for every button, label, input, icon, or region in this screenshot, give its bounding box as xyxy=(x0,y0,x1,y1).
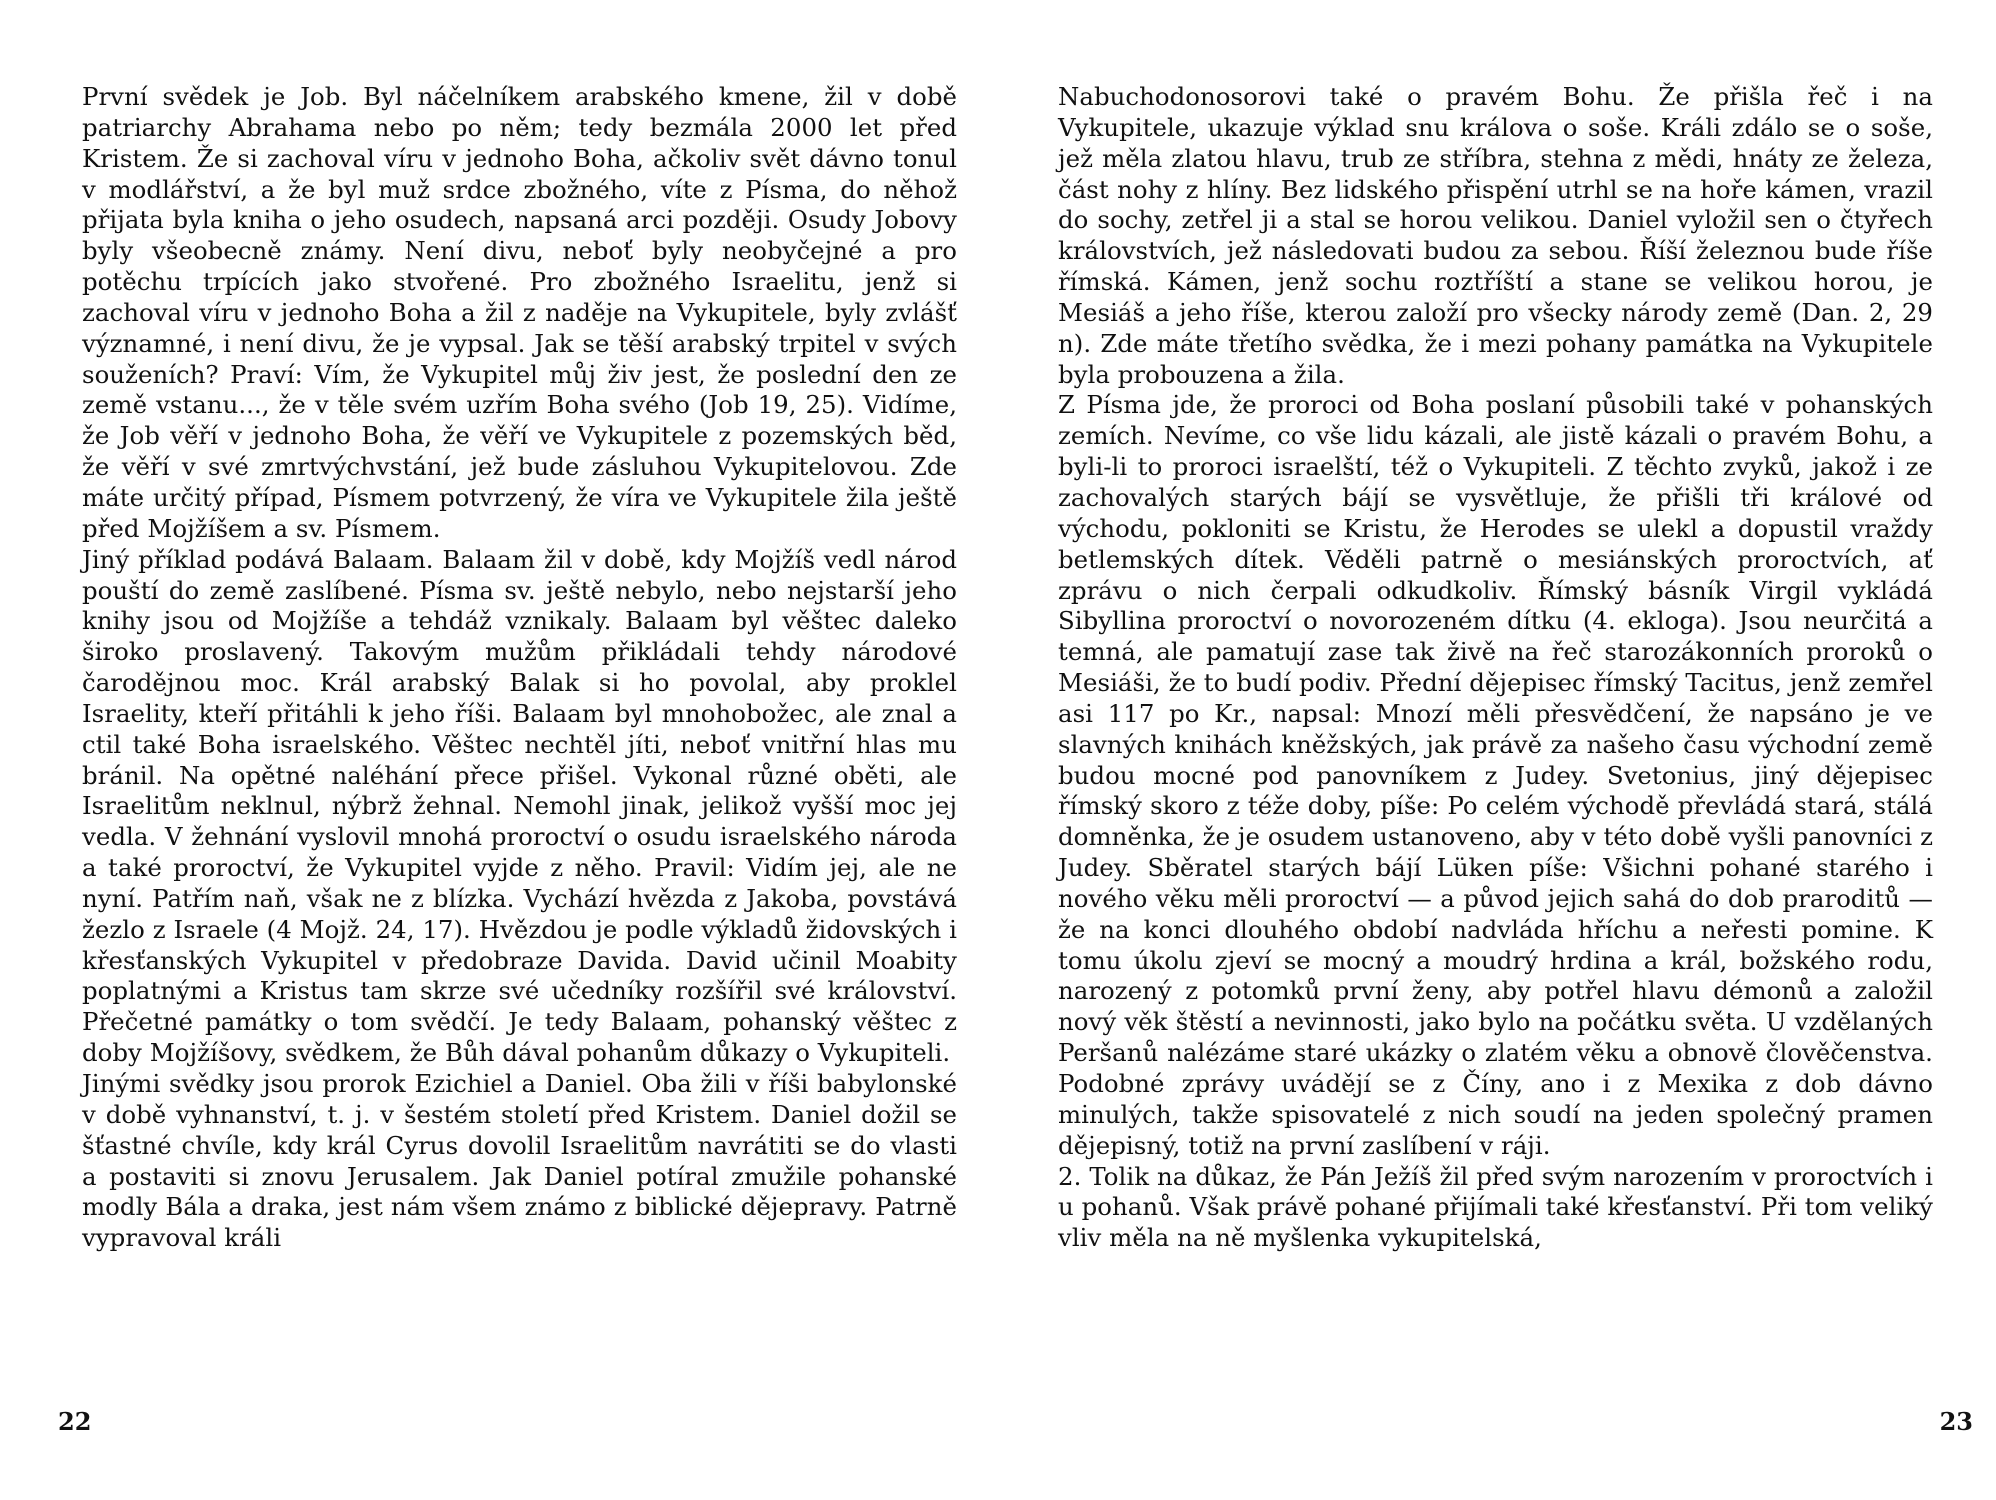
paragraph: Jinými svědky jsou prorok Ezichiel a Daniel. Oba žili v říši babylonské v době vyhnanství, t. j. v šestém století před Kristem. Daniel dožil se šťastné chvíle, kdy král Cyrus dovolil Israelitům navrátiti se do vlasti a postaviti si znovu Jerusalem. Jak Daniel potíral zmužile pohanské modly Bála a draka, jest nám všem známo z biblické dějepravy. Patrně vypravoval králi xyxy=(82,1069,957,1253)
page-number: 22 xyxy=(58,1407,92,1436)
right-page-text xyxy=(1058,82,1933,1254)
page-number: 23 xyxy=(1939,1407,1973,1436)
paragraph: Jiný příklad podává Balaam. Balaam žil v době, kdy Mojžíš vedl národ pouští do země zaslíbené. Písma sv. ještě nebylo, nebo nejstarší jeho knihy jsou od Mojžíše a tehdáž vznikaly. Balaam byl věštec daleko široko proslavený. Takovým mužům přikládali tehdy národové čarodějnou moc. Král arabský Balak si ho povolal, aby proklel Israelity, kteří přitáhli k jeho říši. Balaam byl mnohobožec, ale znal a ctil také Boha israelského. Věštec nechtěl jíti, neboť vnitřní hlas mu bránil. Na opětné naléhání přece přišel. Vykonal různé oběti, ale Israelitům neklnul, nýbrž žehnal. Nemohl jinak, jelikož vyšší moc jej vedla. V žehnání vyslovil mnohá proroctví o osudu israelského národa a také proroctví, že Vykupitel vyjde z něho. Pravil: Vidím jej, ale ne nyní. Patřím naň, však ne z blízka. Vychází hvězda z Jakoba, povstává žezlo z Israele (4 Mojž. 24, 17). Hvězdou je podle výkladů židovských i křesťanských Vykupitel v předobraze Davida. David učinil Moabity poplatnými a Kristus tam skrze své učedníky rozšířil své království. Přečetné památky o tom svědčí. Je tedy Balaam, pohanský věštec z doby Mojžíšovy, svědkem, že Bůh dával pohanům důkazy o Vykupiteli. xyxy=(82,544,957,1068)
paragraph: Z Písma jde, že proroci od Boha poslaní působili také v pohanských zemích. Nevíme, co vše lidu kázali, ale jistě kázali o pravém Bohu, a byli-li to proroci israelští, též o Vykupiteli. Z těchto zvyků, jakož i ze zachovalých starých bájí se vysvětluje, že přišli tři králové od východu, pokloniti se Kristu, že Herodes se ulekl a dopustil vraždy betlemských dítek. Věděli patrně o mesiánských proroctvích, ať zprávu o nich čerpali odkudkoliv. Římský básník Virgil vykládá Sibyllina proroctví o novorozeném dítku (4. ekloga). Jsou neurčitá a temná, ale pamatují zase tak živě na řeč starozákonních proroků o Mesiáši, že to budí podiv. Přední dějepisec římský Tacitus, jenž zemřel asi 117 po Kr., napsal: Mnozí měli přesvědčení, že napsáno je ve slavných knihách kněžských, jak právě za našeho času východní země budou mocné pod panovníkem z Judey. Svetonius, jiný dějepisec římský skoro z téže doby, píše: Po celém východě převládá stará, stálá domněnka, že je osudem ustanoveno, aby v této době vyšli panovníci z Judey. Sběratel starých bájí Lüken píše: Všichni pohané starého i nového věku měli proroctví — a původ jejich sahá do dob praroditů — že na konci dlouhého období nadvláda hříchu a neřesti pomine. K tomu úkolu zjeví se mocný a moudrý hrdina a král, božského rodu, narozený z potomků první ženy, aby potřel hlavu démonů a založil nový věk štěstí a nevinnosti, jako bylo na počátku světa. U vzdělaných Peršanů nalézáme staré ukázky o zlatém věku a obnově člověčenstva. Podobné zprávy uvádějí se z Číny, ano i z Mexika z dob dávno minulých, takže spisovatelé z nich soudí na jeden společný pramen dějepisný, totiž na první zaslíbení v ráji. xyxy=(1058,390,1933,1160)
paragraph: První svědek je Job. Byl náčelníkem arabského kmene, žil v době patriarchy Abrahama nebo po něm; tedy bezmála 2000 let před Kristem. Že si zachoval víru v jednoho Boha, ačkoliv svět dávno tonul v modlářství, a že byl muž srdce zbožného, víte z Písma, do něhož přijata byla kniha o jeho osudech, napsaná arci později. Osudy Jobovy byly všeobecně známy. Není divu, neboť byly neobyčejné a pro potěchu trpících jako stvořené. Pro zbožného Israelitu, jenž si zachoval víru v jednoho Boha a žil z naděje na Vykupitele, byly zvlášť významné, i není divu, že je vypsal. Jak se těší arabský trpitel v svých souženích? Praví: Vím, že Vykupitel můj živ jest, že poslední den ze země vstanu..., že v těle svém uzřím Boha svého (Job 19, 25). Vidíme, že Job věří v jednoho Boha, že věří ve Vykupitele z pozemských běd, že věří v své zmrtvýchvstání, jež bude zásluhou Vykupitelovou. Zde máte určitý případ, Písmem potvrzený, že víra ve Vykupitele žila ještě před Mojžíšem a sv. Písmem. xyxy=(82,82,957,543)
paragraph: Nabuchodonosorovi také o pravém Bohu. Že přišla řeč i na Vykupitele, ukazuje výklad snu králova o soše. Králi zdálo se o soše, jež měla zlatou hlavu, trub ze stříbra, stehna z mědi, hnáty ze železa, část nohy z hlíny. Bez lidského přispění utrhl se na hoře kámen, vrazil do sochy, zetřel ji a stal se horou velikou. Daniel vyložil sen o čtyřech královstvích, jež následovati budou za sebou. Říší železnou bude říše římská. Kámen, jenž sochu roztříští a stane se velikou horou, je Mesiáš a jeho říše, kterou založí pro všecky národy země (Dan. 2, 29 n). Zde máte třetího svědka, že i mezi pohany památka na Vykupitele byla probouzena a žila. xyxy=(1058,82,1933,389)
right-page xyxy=(1058,82,1973,1462)
paragraph: 2. Tolik na důkaz, že Pán Ježíš žil před svým narozením v proroctvích i u pohanů. Však právě pohané přijímali také křesťanství. Při tom veliký vliv měla na ně myšlenka vykupitelská, xyxy=(1058,1161,1933,1253)
left-page-text xyxy=(82,82,957,1254)
left-page xyxy=(58,82,957,1462)
